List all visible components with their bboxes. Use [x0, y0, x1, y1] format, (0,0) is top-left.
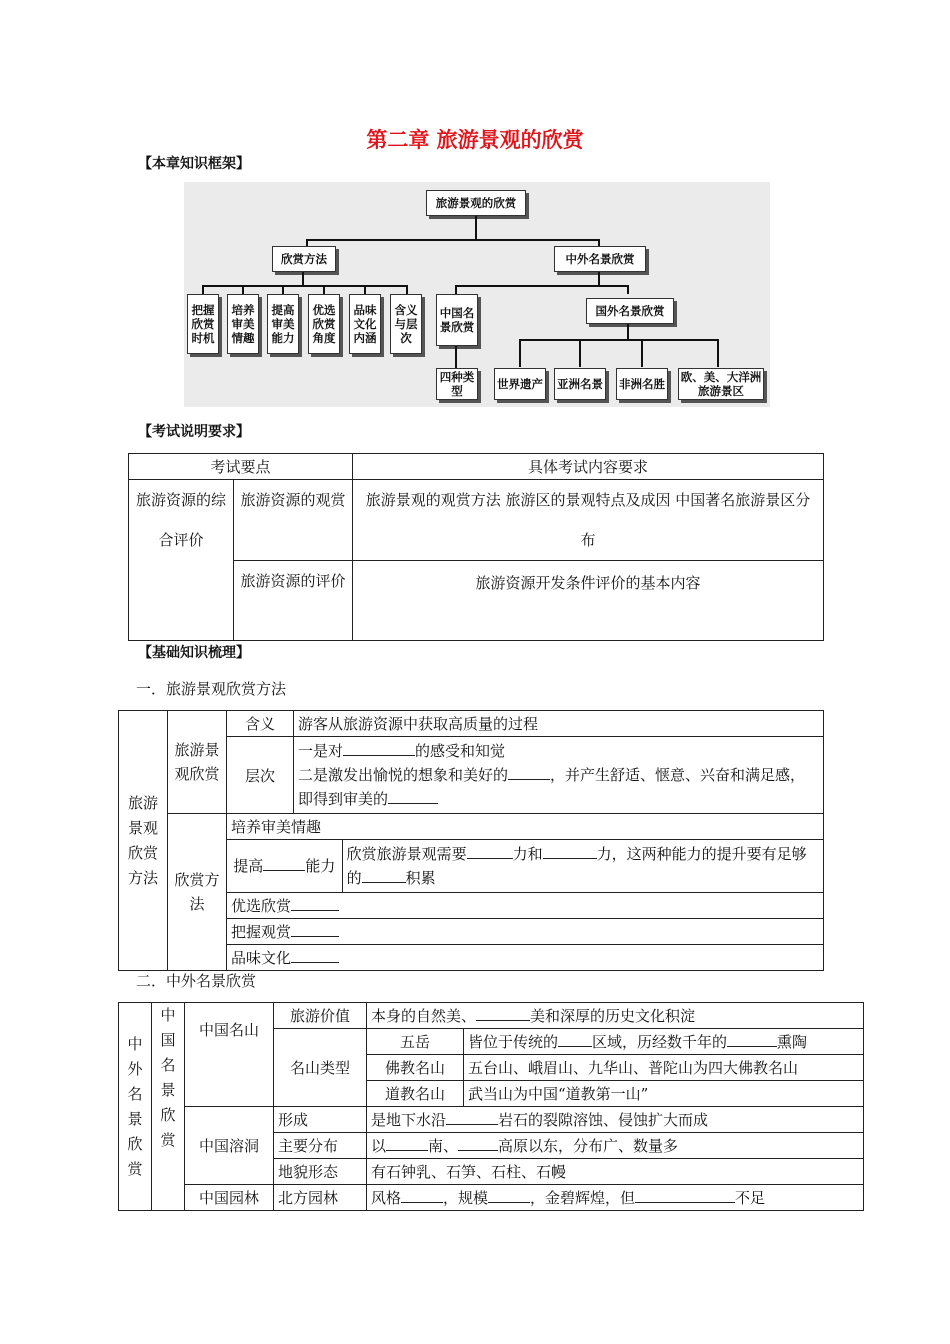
diagram-method-4: 优选欣赏角度	[308, 294, 340, 354]
framework-heading: 【本章知识框架】	[138, 156, 250, 172]
p2-distribution: 主要分布	[274, 1133, 367, 1159]
p1-taste: 品味文化	[227, 945, 824, 971]
diagram-methods: 欣赏方法	[272, 246, 336, 272]
p2-north-text: 风格 ，规模 ，金碧辉煌，但 不足	[367, 1185, 864, 1211]
p1-meaning-text: 游客从旅游资源中获取高质量的过程	[294, 711, 824, 737]
p1-method-label: 欣赏方法	[168, 814, 227, 971]
p1-choose: 优选欣赏	[227, 893, 824, 919]
p2-north: 北方园林	[274, 1185, 367, 1211]
p2-col1: 中外名景欣赏	[119, 1003, 152, 1211]
p1-cultivate: 培养审美情趣	[227, 814, 824, 840]
p1-improve-text: 欣赏旅游景观需要 力和 力，这两种能力的提升要有足够的 积累	[342, 840, 823, 893]
exam-head-content: 具体考试内容要求	[353, 454, 824, 480]
diagram-method-1: 把握欣赏时机	[187, 294, 219, 354]
method-table	[118, 710, 824, 971]
diagram-method-2: 培养审美情趣	[227, 294, 259, 354]
p1-appreciation: 旅游景观欣赏	[168, 711, 227, 814]
exam-point-2: 旅游资源的评价	[234, 561, 353, 641]
exam-group: 旅游资源的综合评价	[129, 480, 234, 641]
p2-landform-text: 有石钟乳、石笋、石柱、石幔	[367, 1159, 864, 1185]
p2-type-label: 名山类型	[274, 1029, 367, 1107]
diagram-africa: 非洲名胜	[616, 368, 668, 400]
basic-heading: 【基础知识梳理】	[138, 645, 250, 661]
p2-col2: 中国名景欣赏	[152, 1003, 185, 1211]
exam-content-1: 旅游景观的观赏方法 旅游区的景观特点及成因 中国著名旅游景区分布	[353, 480, 824, 561]
exam-point-1: 旅游资源的观赏	[234, 480, 353, 561]
p2-formation-text: 是地下水沿 岩石的裂隙溶蚀、侵蚀扩大而成	[367, 1107, 864, 1133]
diagram-asia: 亚洲名景	[554, 368, 606, 400]
diagram-method-6: 含义与层次	[390, 294, 422, 354]
diagram-method-5: 品味文化内涵	[349, 294, 381, 354]
diagram-root: 旅游景观的欣赏	[426, 190, 526, 216]
p2-value-text: 本身的自然美、 美和深厚的历史文化积淀	[367, 1003, 864, 1029]
p1-grasp: 把握观赏	[227, 919, 824, 945]
diagram-world-heritage: 世界遗产	[494, 368, 546, 400]
p2-landform: 地貌形态	[274, 1159, 367, 1185]
p2-value-label: 旅游价值	[274, 1003, 367, 1029]
p1-col1: 旅游景观欣赏方法	[119, 711, 168, 971]
p1-improve: 提高 能力	[227, 840, 343, 893]
p1-level-label: 层次	[227, 737, 294, 814]
diagram-famous-scenes: 中外名景欣赏	[554, 246, 646, 272]
exam-heading: 【考试说明要求】	[138, 424, 250, 440]
p2-garden: 中国园林	[185, 1185, 274, 1211]
p2-distribution-text: 以 南、 高原以东，分布广、数量多	[367, 1133, 864, 1159]
p2-taoist: 道教名山	[367, 1081, 464, 1107]
p2-cave: 中国溶洞	[185, 1107, 274, 1185]
p2-wuyue-text: 皆位于传统的 区域，历经数千年的 熏陶	[464, 1029, 864, 1055]
exam-content-2: 旅游资源开发条件评价的基本内容	[353, 561, 824, 641]
diagram-four-types: 四种类型	[436, 368, 478, 400]
p2-formation: 形成	[274, 1107, 367, 1133]
part2-heading: 二．中外名景欣赏	[136, 972, 257, 990]
p1-meaning-label: 含义	[227, 711, 294, 737]
exam-table	[128, 453, 824, 641]
p2-mountain: 中国名山	[185, 1003, 274, 1107]
page-title: 第二章 旅游景观的欣赏	[366, 128, 584, 152]
p2-buddhist-text: 五台山、峨眉山、九华山、普陀山为四大佛教名山	[464, 1055, 864, 1081]
diagram-method-3: 提高审美能力	[267, 294, 299, 354]
p1-level-text: 一是对 的感受和知觉 二是激发出愉悦的想象和美好的 ，并产生舒适、惬意、兴奋和满足感，即得到审美的	[294, 737, 824, 814]
exam-head-points: 考试要点	[129, 454, 353, 480]
p2-taoist-text: 武当山为中国“道教第一山”	[464, 1081, 864, 1107]
part1-heading: 一．旅游景观欣赏方法	[136, 680, 287, 698]
diagram-foreign-scenes: 国外名景欣赏	[586, 298, 674, 324]
diagram-china-scenes: 中国名景欣赏	[436, 294, 478, 346]
knowledge-framework-diagram	[184, 182, 770, 407]
diagram-euro-america-oceania: 欧、美、大洋洲旅游景区	[678, 368, 764, 400]
p2-buddhist: 佛教名山	[367, 1055, 464, 1081]
p2-wuyue: 五岳	[367, 1029, 464, 1055]
scenes-table	[118, 1002, 864, 1211]
